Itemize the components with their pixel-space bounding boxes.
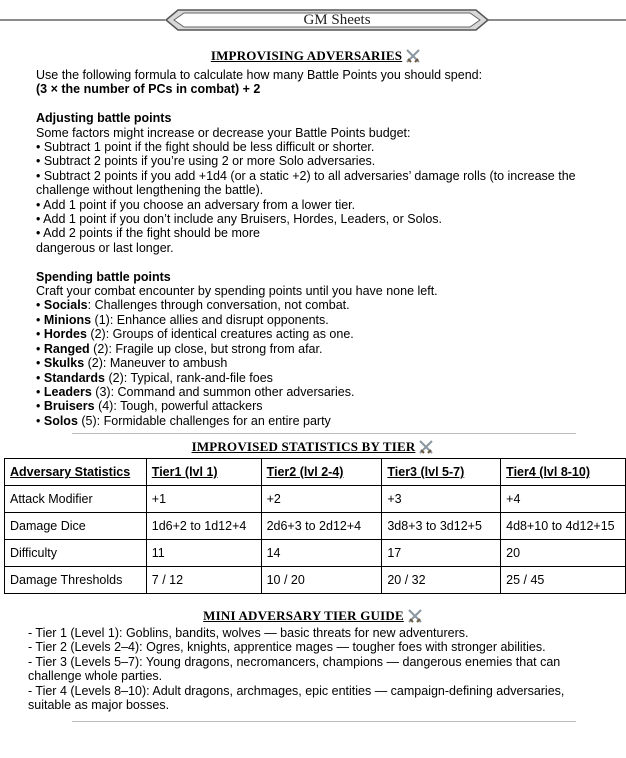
bullet: •: [36, 312, 44, 327]
formula: (3 × the number of PCs in combat) + 2: [36, 82, 261, 97]
table-row: [5, 486, 626, 513]
table-cell: 25 / 45: [501, 567, 626, 594]
adversary-type: Leaders: [43, 384, 92, 399]
spending-title: Spending battle points: [36, 269, 171, 284]
list-item: • Add 1 point if you don’t include any Bruisers, Hordes, Leaders, or Solos.: [36, 212, 442, 227]
column-header: Tier3 (lvl 5-7): [382, 459, 501, 486]
bullet: •: [36, 298, 44, 313]
list-item: • Subtract 1 point if the fight should be less difficult or shorter.: [36, 140, 375, 155]
column-header: Tier4 (lvl 8-10): [501, 459, 626, 486]
adversary-desc: (2): Maneuver to ambush: [84, 356, 228, 371]
list-item: challenge without lengthening the battle).: [36, 183, 264, 198]
list-item: - Tier 4 (Levels 8–10): Adult dragons, archmages, epic entities — campaign-defining adversaries,: [28, 683, 565, 698]
adversary-desc: (2): Groups of identical creatures acting as one.: [86, 327, 354, 342]
list-item: [36, 298, 596, 312]
table-row: [5, 513, 626, 540]
crossed-swords-icon: [405, 49, 421, 63]
adjusting-title: Adjusting battle points: [36, 111, 172, 126]
adversary-desc: (2): Typical, rank-and-file foes: [105, 370, 273, 385]
list-item: [36, 356, 596, 370]
table-cell: 20: [501, 540, 626, 567]
bullet: •: [36, 413, 44, 428]
list-item: - Tier 2 (Levels 2–4): Ogres, knights, apprentice mages — tougher foes with stronger abilities.: [28, 640, 546, 655]
bullet: •: [36, 370, 44, 385]
list-item: [36, 371, 596, 385]
list-item: [36, 385, 596, 399]
table-cell: +2: [261, 486, 382, 513]
table-cell: 2d6+3 to 2d12+4: [261, 513, 382, 540]
table-cell: Attack Modifier: [5, 486, 147, 513]
list-item: - Tier 3 (Levels 5–7): Young dragons, necromancers, champions — dangerous enemies that can: [28, 654, 561, 669]
adversary-type: Minions: [43, 312, 92, 327]
list-item: • Subtract 2 points if you’re using 2 or more Solo adversaries.: [36, 154, 376, 169]
page-title: GM Sheets: [303, 12, 371, 28]
divider: [72, 433, 576, 434]
stats-heading-text: IMPROVISED STATISTICS BY TIER: [191, 439, 416, 454]
spending-desc: Craft your combat encounter by spending points until you have none left.: [36, 284, 438, 299]
adversary-desc: (3): Command and summon other adversaries.: [91, 384, 355, 399]
adversary-type: Ranged: [43, 341, 90, 356]
stats-heading: [0, 439, 626, 455]
list-item: - Tier 1 (Level 1): Goblins, bandits, wolves — basic threats for new adventurers.: [28, 626, 469, 640]
list-item: [36, 327, 596, 341]
guide-heading-text: MINI ADVERSARY TIER GUIDE: [203, 608, 404, 623]
table-cell: 4d8+10 to 4d12+15: [501, 513, 626, 540]
list-item: [36, 414, 596, 428]
guide-heading: [0, 608, 626, 624]
adversary-desc: : Challenges through conversation, not combat.: [87, 298, 350, 313]
stats-table: [4, 458, 626, 594]
table-cell: 20 / 32: [382, 567, 501, 594]
table-cell: +4: [501, 486, 626, 513]
list-item: [36, 313, 596, 327]
crossed-swords-icon: [418, 440, 434, 454]
formula-intro: Use the following formula to calculate how many Battle Points you should spend:: [36, 68, 483, 82]
list-item: [36, 342, 596, 356]
column-header: Adversary Statistics: [5, 459, 147, 486]
list-item: dangerous or last longer.: [36, 240, 174, 255]
table-cell: 17: [382, 540, 501, 567]
adjusting-desc: Some factors might increase or decrease your Battle Points budget:: [36, 125, 411, 140]
bullet: •: [36, 399, 44, 414]
adversary-desc: (1): Enhance allies and disrupt opponents.: [91, 312, 329, 327]
table-cell: 14: [261, 540, 382, 567]
table-row: [5, 567, 626, 594]
bullet: •: [36, 356, 44, 371]
adversary-type: Hordes: [43, 327, 87, 342]
table-cell: 7 / 12: [146, 567, 261, 594]
bullet: •: [36, 327, 44, 342]
list-item: • Add 1 point if you choose an adversary from a lower tier.: [36, 197, 356, 212]
adversary-type: Standards: [43, 370, 105, 385]
adversary-desc: (4): Tough, powerful attackers: [94, 399, 263, 414]
list-item: challenge whole parties.: [28, 669, 163, 684]
adversary-type: Bruisers: [43, 399, 95, 414]
bullet: •: [36, 341, 44, 356]
adversary-type: Solos: [43, 413, 78, 428]
improvising-heading-text: IMPROVISING ADVERSARIES: [210, 48, 403, 63]
adversary-type: Socials: [43, 298, 88, 313]
table-cell: +1: [146, 486, 261, 513]
list-item: suitable as major bosses.: [28, 698, 170, 713]
table-header-row: [5, 459, 626, 486]
list-item: • Subtract 2 points if you add +1d4 (or a static +2) to all adversaries’ damage rolls (to increase the: [36, 168, 576, 183]
table-cell: +3: [382, 486, 501, 513]
adversary-desc: (5): Formidable challenges for an entire party: [77, 413, 331, 428]
adversary-type: Skulks: [43, 356, 85, 371]
divider: [72, 721, 576, 722]
bullet: •: [36, 384, 44, 399]
table-cell: 11: [146, 540, 261, 567]
list-item: [36, 399, 596, 413]
improvising-heading: [36, 48, 596, 64]
table-cell: Damage Dice: [5, 513, 147, 540]
column-header: Tier1 (lvl 1): [146, 459, 261, 486]
list-item: • Add 2 points if the fight should be more: [36, 226, 260, 241]
table-cell: 3d8+3 to 3d12+5: [382, 513, 501, 540]
improvising-section: [36, 48, 596, 428]
table-cell: 1d6+2 to 1d12+4: [146, 513, 261, 540]
table-row: [5, 540, 626, 567]
column-header: Tier2 (lvl 2-4): [261, 459, 382, 486]
table-cell: Damage Thresholds: [5, 567, 147, 594]
tier-guide: [28, 626, 588, 712]
adversary-desc: (2): Fragile up close, but strong from afar.: [89, 341, 323, 356]
table-cell: 10 / 20: [261, 567, 382, 594]
crossed-swords-icon: [407, 609, 423, 623]
table-cell: Difficulty: [5, 540, 147, 567]
